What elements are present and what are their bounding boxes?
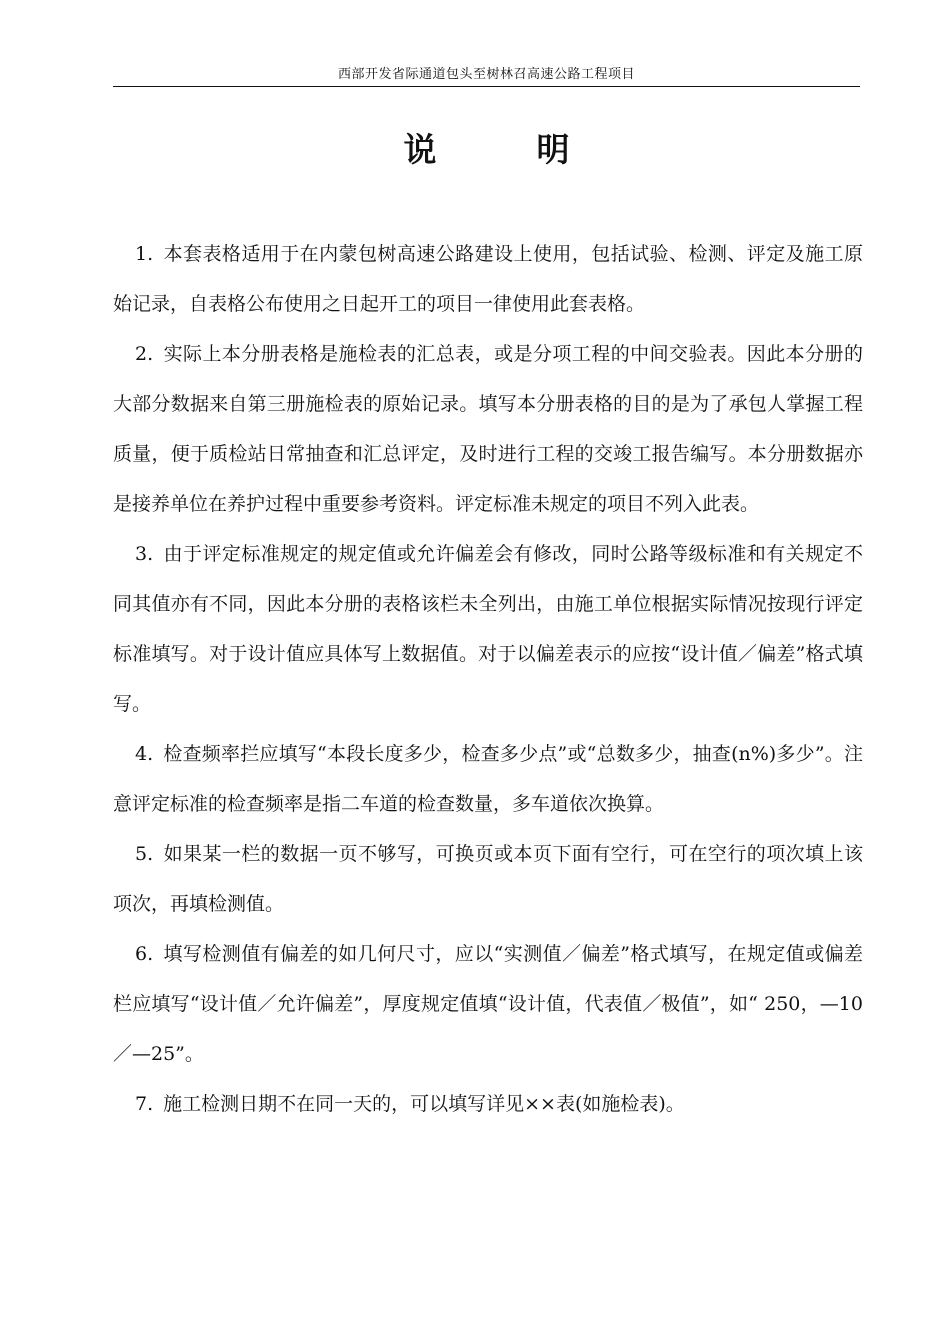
paragraph-6 (113, 929, 863, 1079)
paragraph-number: 6. (135, 943, 154, 965)
document-body (113, 229, 863, 1129)
paragraph-text: 施工检测日期不在同一天的，可以填写详见××表(如施检表)。 (163, 1093, 685, 1115)
header-rule (113, 86, 860, 87)
paragraph-text: 本套表格适用于在内蒙包树高速公路建设上使用，包括试验、检测、评定及施工原始记录，自表格公布使用之日起开工的项目一律使用此套表格。 (113, 243, 863, 315)
paragraph-number: 2. (135, 343, 154, 365)
paragraph-text: 填写检测值有偏差的如几何尺寸，应以“实测值／偏差”格式填写，在规定值或偏差栏应填写“设计值／允许偏差”，厚度规定值填“设计值，代表值／极值”，如“ 250，—10／—25”。 (113, 943, 863, 1065)
paragraph-number: 5. (135, 843, 154, 865)
paragraph-5 (113, 829, 863, 929)
paragraph-text: 实际上本分册表格是施检表的汇总表，或是分项工程的中间交验表。因此本分册的大部分数据来自第三册施检表的原始记录。填写本分册表格的目的是为了承包人掌握工程质量，便于质检站日常抽查和汇总评定，及时进行工程的交竣工报告编写。本分册数据亦是接养单位在养护过程中重要参考资料。评定标准未规定的项目不列入此表。 (113, 343, 863, 515)
document-title: 说明 (403, 130, 670, 169)
paragraph-7 (113, 1079, 863, 1129)
paragraph-text: 如果某一栏的数据一页不够写，可换页或本页下面有空行，可在空行的项次填上该项次，再填检测值。 (113, 843, 863, 915)
paragraph-4 (113, 729, 863, 829)
paragraph-2 (113, 329, 863, 529)
paragraph-number: 3. (135, 543, 154, 565)
paragraph-number: 4. (135, 743, 154, 765)
paragraph-3 (113, 529, 863, 729)
paragraph-text: 检查频率拦应填写“本段长度多少，检查多少点”或“总数多少，抽查(n%)多少”。注意评定标准的检查频率是指二车道的检查数量，多车道依次换算。 (113, 743, 863, 815)
paragraph-1 (113, 229, 863, 329)
paragraph-number: 1. (135, 243, 154, 265)
paragraph-text: 由于评定标准规定的规定值或允许偏差会有修改，同时公路等级标准和有关规定不同其值亦有不同，因此本分册的表格该栏未全列出，由施工单位根据实际情况按现行评定标准填写。对于设计值应具体写上数据值。对于以偏差表示的应按“设计值／偏差”格式填写。 (113, 543, 863, 715)
paragraph-number: 7. (135, 1093, 154, 1115)
running-header: 西部开发省际通道包头至树林召高速公路工程项目 (337, 67, 635, 82)
